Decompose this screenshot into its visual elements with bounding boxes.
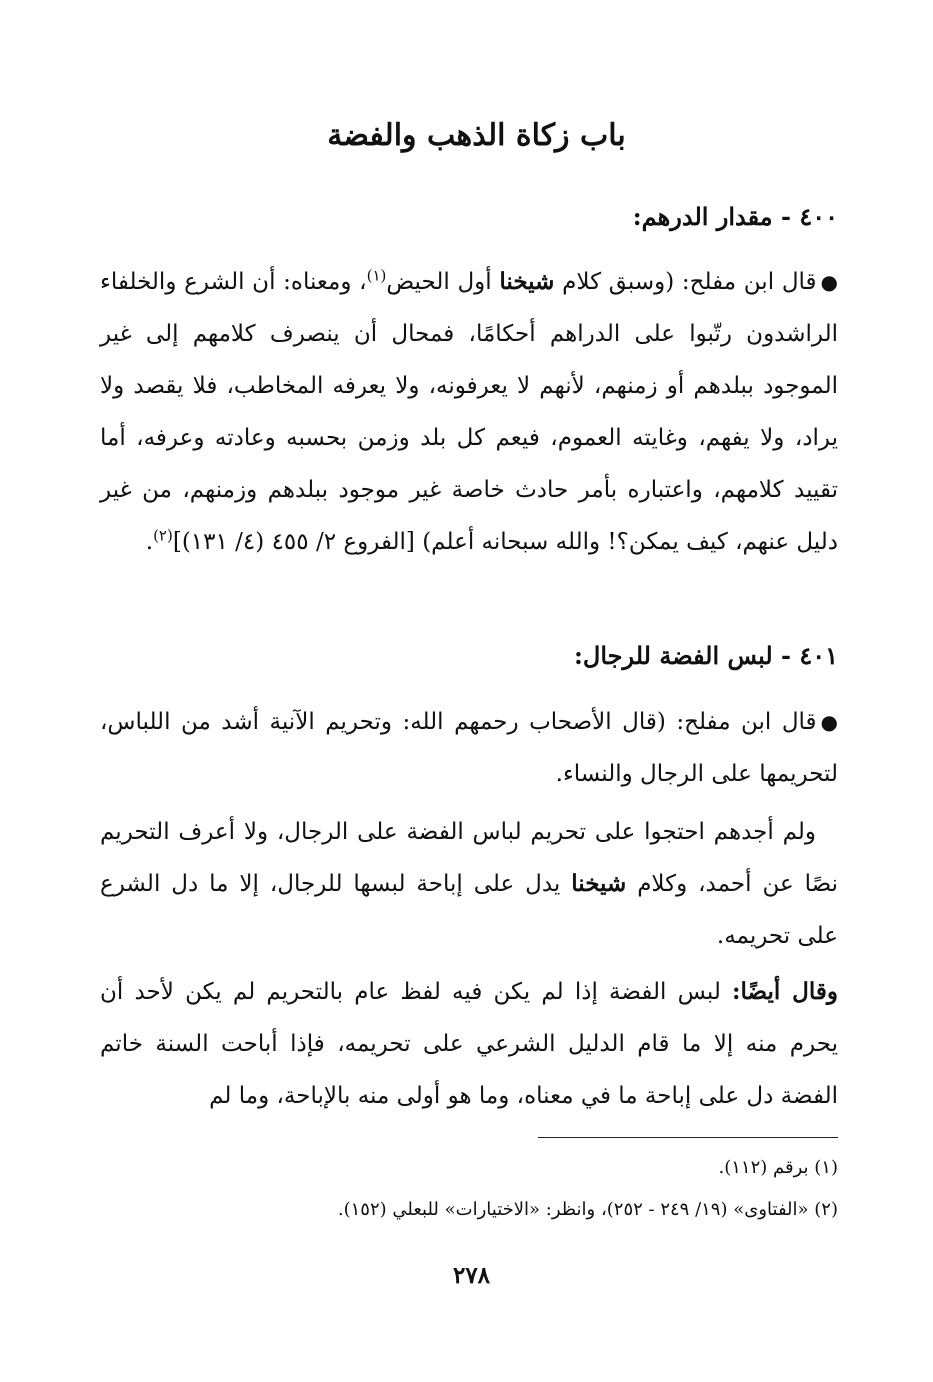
paragraph-text: لبس الفضة إذا لم يكن فيه لفظ عام بالتحريم لم يكن لأحد أن يحرم منه إلا ما قام الدليل الشرعي على تحريمه، فإذا أباحت السنة خاتم الفضة دل على إباحة ما في معناه، وما هو أولى منه بالإباحة، وما لم xyxy=(100,979,838,1109)
footnote-marker: (١) xyxy=(366,266,387,285)
paragraph-ibn-muflih-silver xyxy=(100,696,838,800)
paragraph-text-part: يدل على إباحة لبسها للرجال، إلا ما دل الشرع على تحريمه. xyxy=(100,871,838,949)
paragraph-ibn-muflih-dirham xyxy=(100,256,838,568)
paragraph-text-part: أول الحيض xyxy=(386,269,500,295)
paragraph-text-part: ولم أجدهم احتجوا على تحريم لباس الفضة على الرجال، ولا أعرف التحريم نصًا عن أحمد، وكلام xyxy=(100,819,838,897)
paragraph-text-part: قال ابن مفلح: (وسبق كلام xyxy=(554,269,817,295)
paragraph-text-part: ، ومعناه: أن الشرع والخلفاء الراشدون رتّبوا على الدراهم أحكامًا، فمحال أن ينصرف كلامهم إلى غير الموجود ببلدهم أو زمنهم، لأنهم لا يعرفونه، ولا يعرفه المخاطب، فلا يقصد ولا يراد، ولا يفهم، وغايته العموم، فيعم كل بلد وزمن بحسبه وعادته وعرفه، أما تقييد كلامهم، واعتباره بأمر حادث خاصة غير موجود ببلدهم وزمنهم، من غير دليل عنهم، كيف يمكن؟! والله سبحانه أعلم) [الفروع ٢/ ٤٥٥ (٤/ ١٣١)] xyxy=(100,269,838,555)
footnote-marker: (٢) xyxy=(153,526,173,545)
paragraph-text-part: . xyxy=(145,529,154,555)
bullet-icon: ● xyxy=(820,710,838,734)
paragraph-text: قال ابن مفلح: (قال الأصحاب رحمهم الله: وتحريم الآنية أشد من اللباس، لتحريمها على الرجال والنساء. xyxy=(100,709,838,787)
page-title: باب زكاة الذهب والفضة xyxy=(327,118,626,153)
section-heading-401: ٤٠١ - لبس الفضة للرجال: xyxy=(574,641,838,670)
bullet-icon: ● xyxy=(820,270,838,294)
footnote-1: (١) برقم (١١٢). xyxy=(718,1157,838,1178)
paragraph-also-said xyxy=(100,966,838,1122)
emphasized-term: شيخنا xyxy=(571,870,627,897)
emphasized-term: شيخنا xyxy=(499,268,555,295)
footnote-divider xyxy=(538,1137,838,1138)
page-number: ٢٧٨ xyxy=(452,1262,491,1289)
lead-phrase: وقال أيضًا: xyxy=(732,978,838,1005)
paragraph-silver-clothing xyxy=(100,806,838,962)
footnote-2: (٢) «الفتاوى» (١٩/ ٢٤٩ - ٢٥٢)، وانظر: «الاختيارات» للبعلي (١٥٢). xyxy=(337,1199,838,1220)
section-heading-400: ٤٠٠ - مقدار الدرهم: xyxy=(632,202,838,231)
